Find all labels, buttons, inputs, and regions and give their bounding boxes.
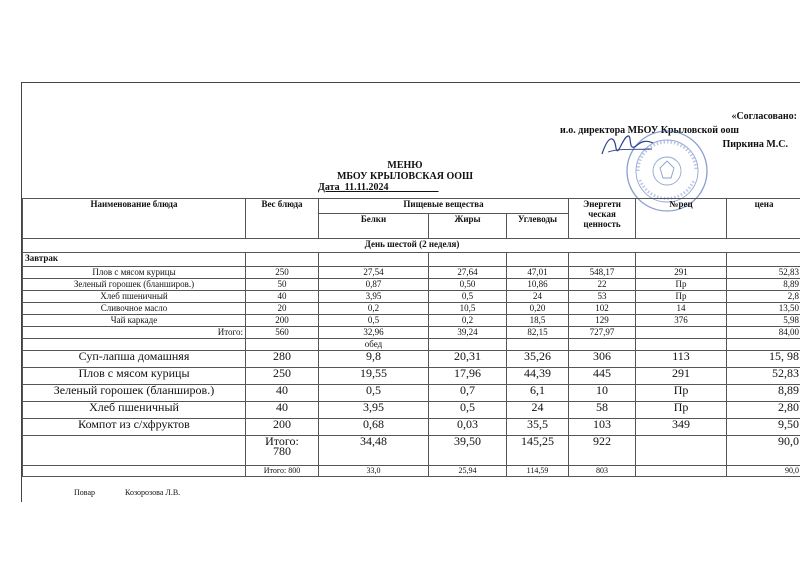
table-row	[23, 279, 800, 291]
dish-protein: 0,87	[319, 279, 429, 291]
dish-energy: 22	[569, 279, 636, 291]
dish-name: Сливочное масло	[23, 303, 246, 315]
approval-title: «Согласовано:	[731, 111, 797, 122]
header-protein: Белки	[319, 214, 429, 239]
dish-carbs: 24	[507, 291, 569, 303]
dish-energy: 548,17	[569, 267, 636, 279]
dish-weight: 200	[246, 419, 319, 436]
dish-fat: 0,50	[429, 279, 507, 291]
dish-weight: 280	[246, 351, 319, 368]
total-energy: 922	[569, 436, 636, 466]
dish-name: Плов с мясом курицы	[23, 267, 246, 279]
grand-total-row	[23, 466, 800, 477]
dish-protein: 3,95	[319, 291, 429, 303]
header-carbs: Углеводы	[507, 214, 569, 239]
dish-weight: 40	[246, 385, 319, 402]
dish-recipe: 291	[636, 267, 727, 279]
total-weight: 780	[273, 444, 291, 458]
date-fill-line	[389, 182, 439, 193]
day-title: День шестой (2 неделя)	[23, 239, 800, 253]
dish-fat: 10,5	[429, 303, 507, 315]
dish-protein: 3,95	[319, 402, 429, 419]
cook-name: Козорозова Л.В.	[125, 488, 181, 497]
dish-energy: 10	[569, 385, 636, 402]
dish-protein: 27,54	[319, 267, 429, 279]
breakfast-label: Завтрак	[23, 253, 246, 267]
dish-fat: 0,5	[429, 402, 507, 419]
header-recipe: №рец	[636, 199, 727, 239]
dish-weight: 250	[246, 368, 319, 385]
dish-name: Компот из с/хфруктов	[23, 419, 246, 436]
dish-price: 15, 98	[727, 351, 800, 368]
dish-weight: 50	[246, 279, 319, 291]
dish-fat: 0,7	[429, 385, 507, 402]
dish-fat: 0,2	[429, 315, 507, 327]
dish-fat: 0,03	[429, 419, 507, 436]
dish-price: 2,80	[727, 402, 800, 419]
table-row	[23, 315, 800, 327]
dish-weight: 200	[246, 315, 319, 327]
dish-weight: 40	[246, 291, 319, 303]
total-weight: 560	[246, 327, 319, 339]
dish-name: Плов с мясом курицы	[23, 368, 246, 385]
dish-carbs: 0,20	[507, 303, 569, 315]
total-protein: 32,96	[319, 327, 429, 339]
dish-recipe: Пр	[636, 279, 727, 291]
dish-carbs: 10,86	[507, 279, 569, 291]
total-energy: 727,97	[569, 327, 636, 339]
dish-weight: 40	[246, 402, 319, 419]
dish-carbs: 6,1	[507, 385, 569, 402]
header-price: цена	[727, 199, 800, 239]
dish-price: 8,89	[727, 279, 800, 291]
breakfast-total-row	[23, 327, 800, 339]
table-row	[23, 267, 800, 279]
dish-recipe: 291	[636, 368, 727, 385]
menu-date	[300, 182, 510, 193]
date-label: Дата_11.11.2024	[318, 182, 389, 193]
dish-recipe: Пр	[636, 402, 727, 419]
dish-weight: 20	[246, 303, 319, 315]
dish-energy: 129	[569, 315, 636, 327]
dish-carbs: 44,39	[507, 368, 569, 385]
total-carbs: 145,25	[507, 436, 569, 466]
dish-energy: 103	[569, 419, 636, 436]
total-price: 84,00	[727, 327, 800, 339]
total-carbs: 82,15	[507, 327, 569, 339]
dish-energy: 53	[569, 291, 636, 303]
menu-title: МЕНЮ	[387, 160, 423, 171]
grand-total-carbs: 114,59	[507, 466, 569, 477]
dish-name: Хлеб пшеничный	[23, 291, 246, 303]
table-row	[23, 351, 800, 368]
dish-price: 5,98	[727, 315, 800, 327]
dish-carbs: 35,5	[507, 419, 569, 436]
dish-energy: 445	[569, 368, 636, 385]
dish-price: 9,50	[727, 419, 800, 436]
header-fat: Жиры	[429, 214, 507, 239]
table-row	[23, 291, 800, 303]
dish-fat: 17,96	[429, 368, 507, 385]
dish-price: 52,83	[727, 368, 800, 385]
dish-fat: 20,31	[429, 351, 507, 368]
dish-carbs: 35,26	[507, 351, 569, 368]
total-label: Итого:	[23, 327, 246, 339]
dish-recipe: 349	[636, 419, 727, 436]
header-nutrients: Пищевые вещества	[319, 199, 569, 214]
dish-protein: 19,55	[319, 368, 429, 385]
total-fat: 39,50	[429, 436, 507, 466]
menu-table	[22, 198, 800, 477]
dish-name: Суп-лапша домашняя	[23, 351, 246, 368]
dish-energy: 306	[569, 351, 636, 368]
header-dish-name: Наименование блюда	[23, 199, 246, 239]
total-fat: 39,24	[429, 327, 507, 339]
table-row	[23, 385, 800, 402]
approval-position: и.о. директора МБОУ Крыловской оош	[560, 125, 739, 136]
dish-protein: 0,68	[319, 419, 429, 436]
cook-signature	[74, 488, 208, 497]
header-energy: Энергети ческая ценность	[569, 199, 636, 239]
dish-recipe: 376	[636, 315, 727, 327]
dish-carbs: 47,01	[507, 267, 569, 279]
dish-protein: 0,5	[319, 315, 429, 327]
dish-price: 8,89	[727, 385, 800, 402]
grand-total-recipe	[636, 466, 727, 477]
dish-name: Зеленый горошек (бланширов.)	[23, 279, 246, 291]
total-label-text: Итого:	[265, 435, 299, 448]
dish-fat: 0,5	[429, 291, 507, 303]
dish-carbs: 24	[507, 402, 569, 419]
lunch-label: обед	[319, 339, 429, 351]
dish-recipe: 14	[636, 303, 727, 315]
dish-energy: 102	[569, 303, 636, 315]
dish-protein: 0,2	[319, 303, 429, 315]
dish-recipe: Пр	[636, 291, 727, 303]
table-row	[23, 368, 800, 385]
grand-total-label: Итого: 800	[246, 466, 319, 477]
dish-protein: 0,5	[319, 385, 429, 402]
dish-weight: 250	[246, 267, 319, 279]
dish-name: Зеленый горошек (бланширов.)	[23, 385, 246, 402]
dish-price: 52,83	[727, 267, 800, 279]
total-recipe	[636, 436, 727, 466]
dish-fat: 27,64	[429, 267, 507, 279]
grand-total-price: 90,0	[727, 466, 800, 477]
table-row	[23, 419, 800, 436]
total-protein: 34,48	[319, 436, 429, 466]
dish-carbs: 18,5	[507, 315, 569, 327]
grand-total-protein: 33,0	[319, 466, 429, 477]
grand-total-fat: 25,94	[429, 466, 507, 477]
dish-recipe: 113	[636, 351, 727, 368]
cook-role: Повар	[74, 488, 95, 497]
lunch-total-row	[23, 436, 800, 466]
menu-header	[300, 160, 510, 193]
approval-name: Пиркина М.С.	[722, 139, 788, 150]
dish-price: 13,50	[727, 303, 800, 315]
table-row	[23, 402, 800, 419]
grand-total-energy: 803	[569, 466, 636, 477]
total-price: 90,0	[727, 436, 800, 466]
table-row	[23, 303, 800, 315]
school-name: МБОУ КРЫЛОВСКАЯ ООШ	[336, 171, 474, 182]
signature-icon	[598, 128, 656, 162]
header-weight: Вес блюда	[246, 199, 319, 239]
total-label	[246, 436, 319, 466]
total-recipe	[636, 327, 727, 339]
dish-name: Хлеб пшеничный	[23, 402, 246, 419]
dish-price: 2,8	[727, 291, 800, 303]
dish-name: Чай каркаде	[23, 315, 246, 327]
dish-energy: 58	[569, 402, 636, 419]
dish-protein: 9,8	[319, 351, 429, 368]
dish-recipe: Пр	[636, 385, 727, 402]
